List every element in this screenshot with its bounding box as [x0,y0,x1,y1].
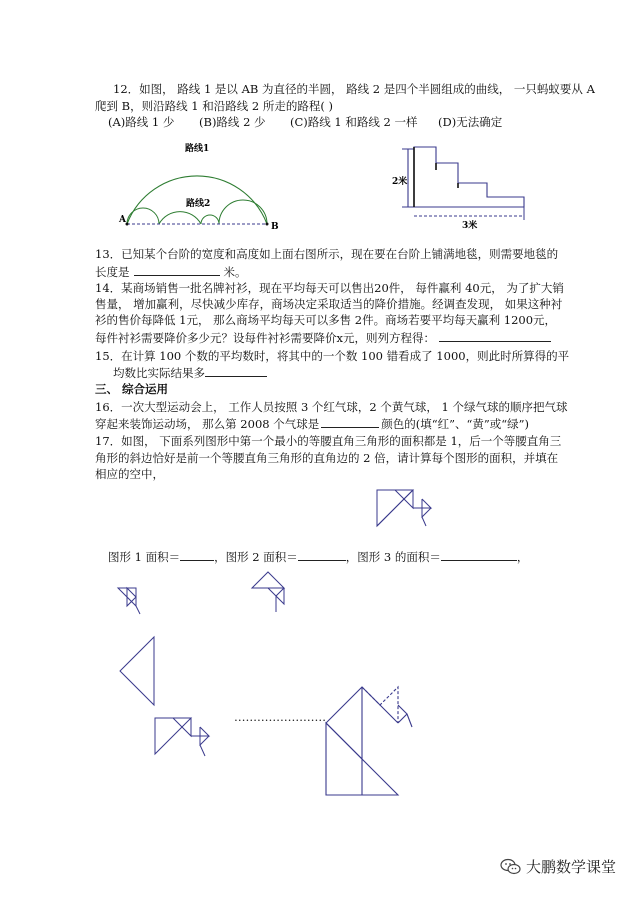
q15-question: 均数比实际结果多 [113,366,205,380]
q13-line2 [95,264,247,279]
area2-blank[interactable] [298,549,346,561]
q17-line2: 角形的斜边恰好是前一个等腰直角三角形的直角边的 2 倍，请计算每个图形的面积，并填在 [95,451,559,465]
q14-answer-blank[interactable] [439,330,551,342]
ellipsis: …………………… [234,710,326,724]
q17-area-line [108,549,528,564]
q14-line3: 衫的售价每降低 1元， 那么商场平均每天可以多售 2件。商场若要平均每天赢利 1200元， [95,313,557,327]
q16-suffix: 颜色的(填“红”、“黄”或“绿”) [381,417,529,431]
q12-option-a: (A)路线 1 少 [108,115,175,129]
label-b: B [271,222,279,232]
label-width: 3米 [462,221,478,231]
q15-answer-blank[interactable] [205,365,267,377]
section3-title: 三、 综合运用 [95,382,169,396]
label-height: 2米 [392,177,408,187]
staircase-figure [388,142,538,230]
route2-arc-2 [159,212,201,224]
area2-label: ，图形 2 面积＝ [214,550,298,564]
area-end: ， [516,550,529,564]
q15-line2 [113,365,267,380]
q12-option-c: (C)路线 1 和路线 2 一样 [290,115,418,129]
wechat-icon [500,858,522,876]
q13-line1: 13．已知某个台阶的宽度和高度如上面右图所示，现在要在台阶上铺满地毯，则需要地毯的 [95,247,559,261]
stair-outline [414,147,524,207]
q12-option-d: (D)无法确定 [438,115,503,129]
q14-question: 每件衬衫需要降价多少元？设每件衬衫需要降价x元，则列方程得： [95,331,435,345]
area3-label: ，图形 3 的面积＝ [345,550,441,564]
figure3-reference [372,486,436,532]
label-a: A [119,215,126,225]
route2-arc-1 [127,208,159,224]
figure4-large [322,683,418,799]
label-route2: 路线2 [186,199,211,209]
route2-arc-4 [219,200,267,224]
q12-line1: 12．如图， 路线 1 是以 AB 为直径的半圆， 路线 2 是四个半圆组成的曲线， 一只蚂蚁要从 A [113,82,595,96]
figure2-small [248,568,292,616]
q13-answer-blank[interactable] [134,264,220,276]
q15-line1: 15．在计算 100 个数的平均数时，将其中的一个数 100 错看成了 1000，则此时所算得的平 [95,349,570,363]
figure1-small [114,584,144,618]
q17-line3: 相应的空中， [95,467,164,481]
q14-line2: 售量， 增加赢利，尽快减少库存，商场决定采取适当的降价措施。经调查发现， 如果这种衬 [95,297,563,311]
q13-suffix: 米。 [223,265,247,279]
q16-answer-blank[interactable] [321,416,379,428]
semicircle-routes-figure [115,140,285,235]
label-route1: 路线1 [185,144,210,154]
figure3-medium [151,714,215,764]
q13-prefix: 长度是 [95,265,130,279]
q12-line2: 爬到 B，则沿路线 1 和沿路线 2 所走的路程( ) [95,99,333,113]
large-triangle [116,633,160,709]
q14-line4 [95,330,551,345]
area1-blank[interactable] [180,549,214,561]
q14-line1: 14．某商场销售一批名牌衬衫，现在平均每天可以售出20件， 每件赢利 40元， 为了扩大销 [95,281,564,295]
q16-question: 穿起来装饰运动场， 那么第 2008 个气球是 [95,417,320,431]
q16-line2 [95,416,529,431]
watermark-text: 大鹏数学课堂 [526,858,617,876]
area1-label: 图形 1 面积＝ [108,550,181,564]
point-b [266,223,269,226]
route2-arc-3 [201,215,219,224]
area3-blank[interactable] [441,549,517,561]
q12-option-b: (B)路线 2 少 [199,115,266,129]
q17-line1: 17．如图， 下面系列图形中第一个最小的等腰直角三角形的面积都是 1，后一个等腰直角三 [95,434,562,448]
q16-line1: 16．一次大型运动会上， 工作人员按照 3 个红气球，2 个黄气球， 1 个绿气球的顺序把气球 [95,400,568,414]
